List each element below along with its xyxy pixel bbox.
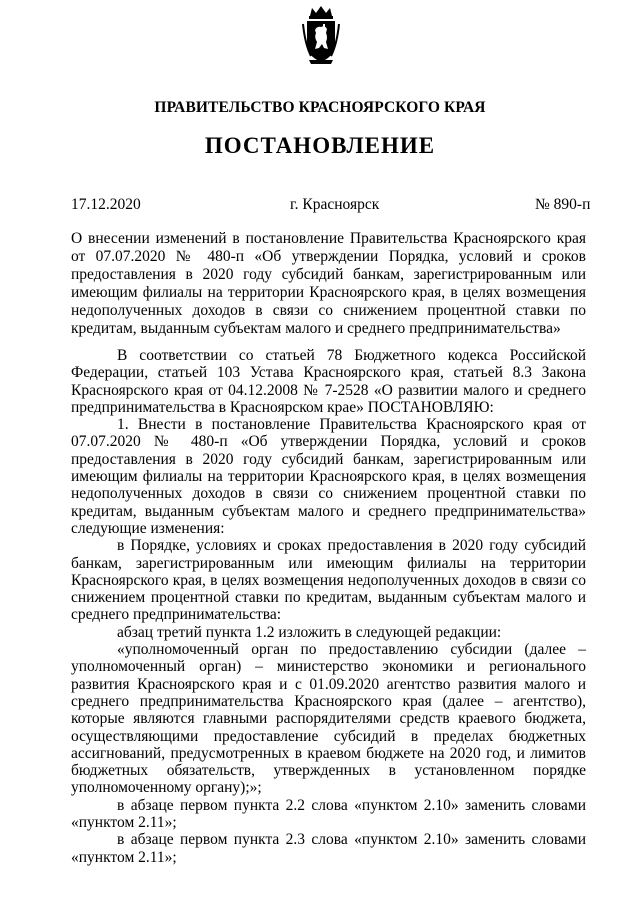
government-name: ПРАВИТЕЛЬСТВО КРАСНОЯРСКОГО КРАЯ <box>154 99 486 116</box>
document-subject: О внесении изменений в постановление Правительства Красноярского края от 07.07.2020 № 480-п «Об утверждении Порядка, условий и сроков предоставления в 2020 году субсидий банкам, зарегистрированным или имеющим филиалы на территории Красноярского края, в целях возмещения недополученных доходов в связи со снижением процентной ставки по кредитам, выданным субъектам малого и среднего предпринимательства» <box>71 230 586 337</box>
paragraph: в Порядке, условиях и сроках предоставления в 2020 году субсидий банкам, зарегистрированным или имеющим филиалы на территории Красноярского края, в целях возмещения недополученных доходов в связи со снижением процентной ставки по кредитам, выданным субъектам малого и среднего предпринимательства: <box>71 537 586 624</box>
paragraph: «уполномоченный орган по предоставлению субсидии (далее – уполномоченный орган) – министерство экономики и регионального развития Красноярского края и с 01.09.2020 агентство развития малого и среднего предпринимательства Красноярского края (далее – агентство), которые являются главными распорядителями средств краевого бюджета, осуществляющими предоставление субсидий в пределах бюджетных ассигнований, предусмотренных в краевом бюджете на 2020 год, и лимитов бюджетных обязательств, утвержденных в установленном порядке уполномоченному органу);»; <box>71 641 586 797</box>
document-body <box>71 347 586 866</box>
paragraph: абзац третий пункта 1.2 изложить в следующей редакции: <box>117 623 502 641</box>
document-number: № 890-п <box>535 196 591 213</box>
paragraph: в абзаце первом пункта 2.3 слова «пунктом 2.10» заменить словами «пунктом 2.11»; <box>71 831 586 866</box>
paragraph: в абзаце первом пункта 2.2 слова «пунктом 2.10» заменить словами «пунктом 2.11»; <box>71 796 586 832</box>
paragraph: 1. Внести в постановление Правительства Красноярского края от 07.07.2020 № 480-п «Об утверждении Порядка, условий и сроков предоставления в 2020 году субсидий банкам, зарегистрированным или имеющим филиалы на территории Красноярского края, в целях возмещения недополученных доходов в связи со снижением процентной ставки по кредитам, выданным субъектам малого и среднего предпринимательства» следующие изменения: <box>71 416 586 537</box>
document-city: г. Красноярск <box>290 196 380 213</box>
coat-of-arms-icon <box>301 4 341 66</box>
document-date: 17.12.2020 <box>71 196 141 213</box>
document-type-title: ПОСТАНОВЛЕНИЕ <box>204 133 436 158</box>
paragraph-preamble: В соответствии со статьей 78 Бюджетного кодекса Российской Федерации, статьей 103 Устава Красноярского края, статьей 8.3 Закона Красноярского края от 04.12.2008 № 7-2528 «О развитии малого и среднего предпринимательства в Красноярском крае» ПОСТАНОВЛЯЮ: <box>71 347 586 416</box>
